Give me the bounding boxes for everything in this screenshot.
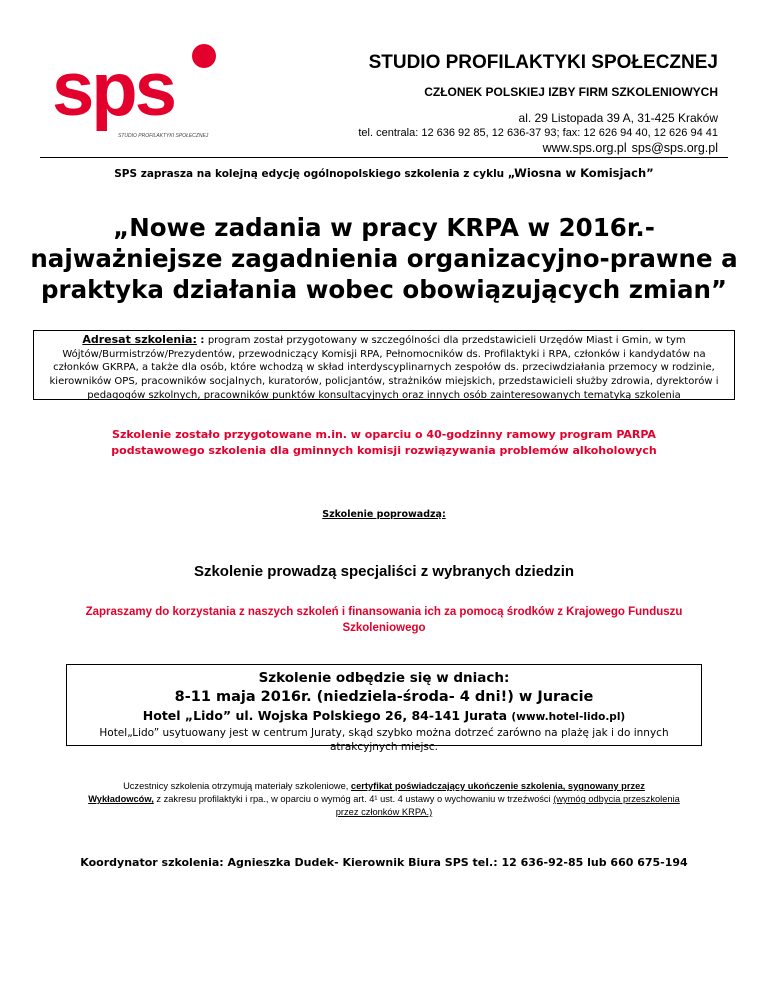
led-by-heading: Szkolenie poprowadzą: (322, 509, 446, 520)
audience-text: program został przygotowany w szczególności dla przedstawicieli Urzędów Miast i Gmin, w tym Wójtów/Burmistrzów/Prezydentów, przewodniczący Komisji RPA, Pełnomocników ds. Profilaktyki i RPA, członków i kandydatów na członków GKRPA, a także dla osób, które wchodzą w skład interdyscyplinarnych zespołów ds. przeciwdziałania przemocy w rodzinie, kierowników OPS, pracowników socjalnych, kuratorów, policjantów, strażników miejskich, przedstawicieli służby zdrowia, dyrektorów i pedagogów szkolnych, pracowników punktów konsultacyjnych oraz innych osób zainteresowanych tematyką szkolenia (49, 335, 719, 401)
org-contact (543, 141, 718, 155)
sps-logo (52, 42, 227, 142)
title-line: najważniejsze zagadnienia organizacyjno-prawne a (30, 244, 738, 273)
funding-line: Szkoleniowego (342, 622, 426, 634)
logo-dot-icon (192, 44, 216, 68)
dates-box (66, 664, 702, 753)
audience-box (33, 330, 735, 400)
cert-underlined-text: przez członków KRPA.) (335, 807, 433, 817)
training-title (20, 212, 748, 305)
cert-text: Uczestnicy szkolenia otrzymują materiały szkoleniowe, (123, 781, 351, 791)
website-link[interactable]: www.sps.org.pl (542, 141, 627, 155)
cert-bold-text: certyfikat poświadczający ukończenie szkolenia, sygnowany przez (350, 781, 645, 791)
dates-range: 8-11 maja 2016r. (niedziela-środa- 4 dni!) w Juracie (174, 689, 594, 705)
org-membership: CZŁONEK POLSKIEJ IZBY FIRM SZKOLENIOWYCH (424, 85, 718, 99)
hotel-description: Hotel„Lido” usytuowany jest w centrum Juraty, skąd szybko można dotrzeć zarówno na plażę jak i do innych (99, 727, 669, 739)
org-name: STUDIO PROFILAKTYKI SPOŁECZNEJ (368, 52, 718, 73)
funding-line: Zapraszamy do korzystania z naszych szkoleń i finansowania ich za pomocą środków z Krajowego Funduszu (85, 606, 683, 618)
hotel-address: Hotel „Lido” ul. Wojska Polskiego 26, 84-141 Jurata (142, 708, 512, 723)
audience-colon: : (196, 335, 208, 346)
hotel-line (67, 707, 701, 726)
certificate-note (45, 780, 723, 819)
parpa-line: Szkolenie zostało przygotowane m.in. w oparciu o 40-godzinny ramowy program PARPA (112, 428, 656, 441)
hotel-description: atrakcyjnych miejsc. (329, 741, 439, 753)
hotel-url-link[interactable]: (www.hotel-lido.pl) (511, 711, 626, 723)
invite-line (0, 166, 768, 180)
title-line: praktyka działania wobec obowiązujących zmian” (40, 275, 728, 304)
dates-heading: Szkolenie odbędzie się w dniach: (258, 670, 510, 686)
email-link[interactable]: sps@sps.org.pl (631, 141, 718, 155)
parpa-note (60, 427, 708, 459)
trainers-text: Szkolenie prowadzą specjaliści z wybranych dziedzin (193, 563, 575, 580)
header-divider (40, 157, 728, 158)
invite-series: „Wiosna w Komisjach” (507, 166, 654, 180)
logo-subtitle: STUDIO PROFILAKTYKI SPOŁECZNEJ (118, 133, 209, 139)
cert-text: z zakresu profilaktyki i rpa., w oparciu o wymóg art. 4¹ ust. 4 ustawy o wychowaniu w trzeźwości (153, 794, 554, 804)
org-phones: tel. centrala: 12 636 92 85, 12 636-37 93; fax: 12 626 94 40, 12 626 94 41 (358, 127, 718, 139)
title-line: „Nowe zadania w pracy KRPA w 2016r.- (113, 213, 655, 242)
cert-bold-text: Wykładowców, (88, 794, 154, 804)
coordinator-line: Koordynator szkolenia: Agnieszka Dudek- Kierownik Biura SPS tel.: 12 636-92-85 lub 660 675-194 (80, 856, 688, 869)
invite-text: SPS zaprasza na kolejną edycję ogólnopolskiego szkolenia z cyklu (114, 168, 508, 180)
logo-wordmark: sps (52, 47, 174, 132)
funding-note (50, 604, 718, 636)
org-address: al. 29 Listopada 39 A, 31-425 Kraków (518, 111, 718, 125)
cert-underlined-text: (wymóg odbycia przeszkolenia (553, 794, 680, 804)
parpa-line: podstawowego szkolenia dla gminnych komisji rozwiązywania problemów alkoholowych (111, 444, 657, 457)
audience-label: Adresat szkolenia: (82, 333, 197, 346)
